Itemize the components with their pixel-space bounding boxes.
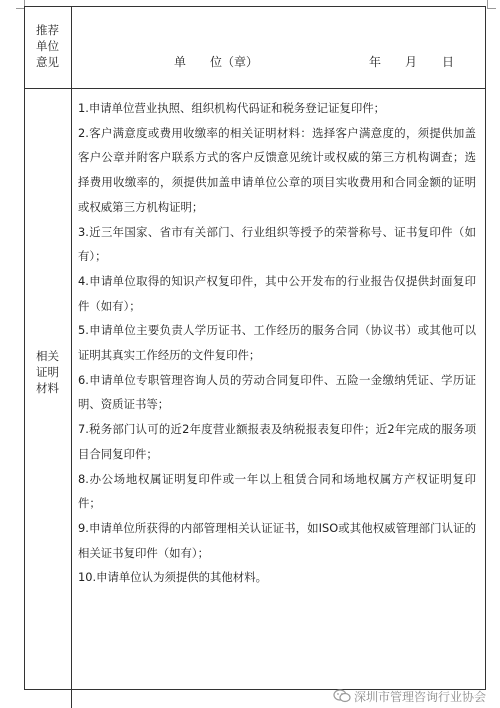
list-item: 1.申请单位营业执照、组织机构代码证和税务登记证复印件； (78, 101, 386, 115)
list-item: 10.申请单位认为须提供的其他材料。 (78, 570, 267, 585)
month-label: 月 (405, 55, 418, 69)
column-divider (71, 6, 72, 690)
row-divider (24, 88, 486, 89)
materials-list (78, 96, 476, 590)
list-item: 2.客户满意度或费用收缴率的相关证明材料：选择客户满意度的，须提供加盖客户公章并附客户联系方式的客户反馈意见统计或权威的第三方机构调查；选择费用收缴率的，须提供加盖申请单位公章的项目实收费用和合同金额的证明或权威第三方机构证明； (78, 125, 476, 214)
list-item: 4.申请单位取得的知识产权复印件，其中公开发布的行业报告仅提供封面复印件（如有）； (78, 273, 476, 313)
list-item: 6.申请单位专职管理咨询人员的劳动合同复印件、五险一金缴纳凭证、学历证明、资质证书等； (78, 372, 476, 412)
recommend-opinion-label: 推荐 单位 意见 (36, 23, 59, 69)
watermark-text: 深圳市管理咨询行业协会 (354, 690, 487, 704)
list-item: 3.近三年国家、省市有关部门、行业组织等授予的荣誉称号、证书复印件（如有）； (78, 224, 476, 264)
supporting-materials-label: 相关 证明 材料 (36, 349, 59, 395)
unit-seal-label: 单 位（章） (174, 55, 259, 69)
column-divider-continuation (71, 690, 72, 708)
year-label: 年 (369, 55, 382, 69)
list-item: 9.申请单位所获得的内部管理相关认证证书，如ISO或其他权威管理部门认证的相关证书复印件（如有）； (78, 520, 476, 560)
crop-mark-right (487, 0, 496, 9)
wechat-icon (333, 689, 351, 706)
list-item: 8.办公场地权属证明复印件或一年以上租赁合同和场地权属方产权证明复印件； (78, 471, 476, 511)
list-item: 7.税务部门认可的近2年度营业额报表及纳税报表复印件；近2年完成的服务项目合同复印件； (78, 422, 476, 461)
watermark (333, 688, 489, 708)
day-label: 日 (442, 55, 455, 69)
list-item: 5.申请单位主要负责人学历证书、工作经历的服务合同（协议书）或其他可以证明其真实工作经历的文件复印件； (78, 323, 476, 363)
